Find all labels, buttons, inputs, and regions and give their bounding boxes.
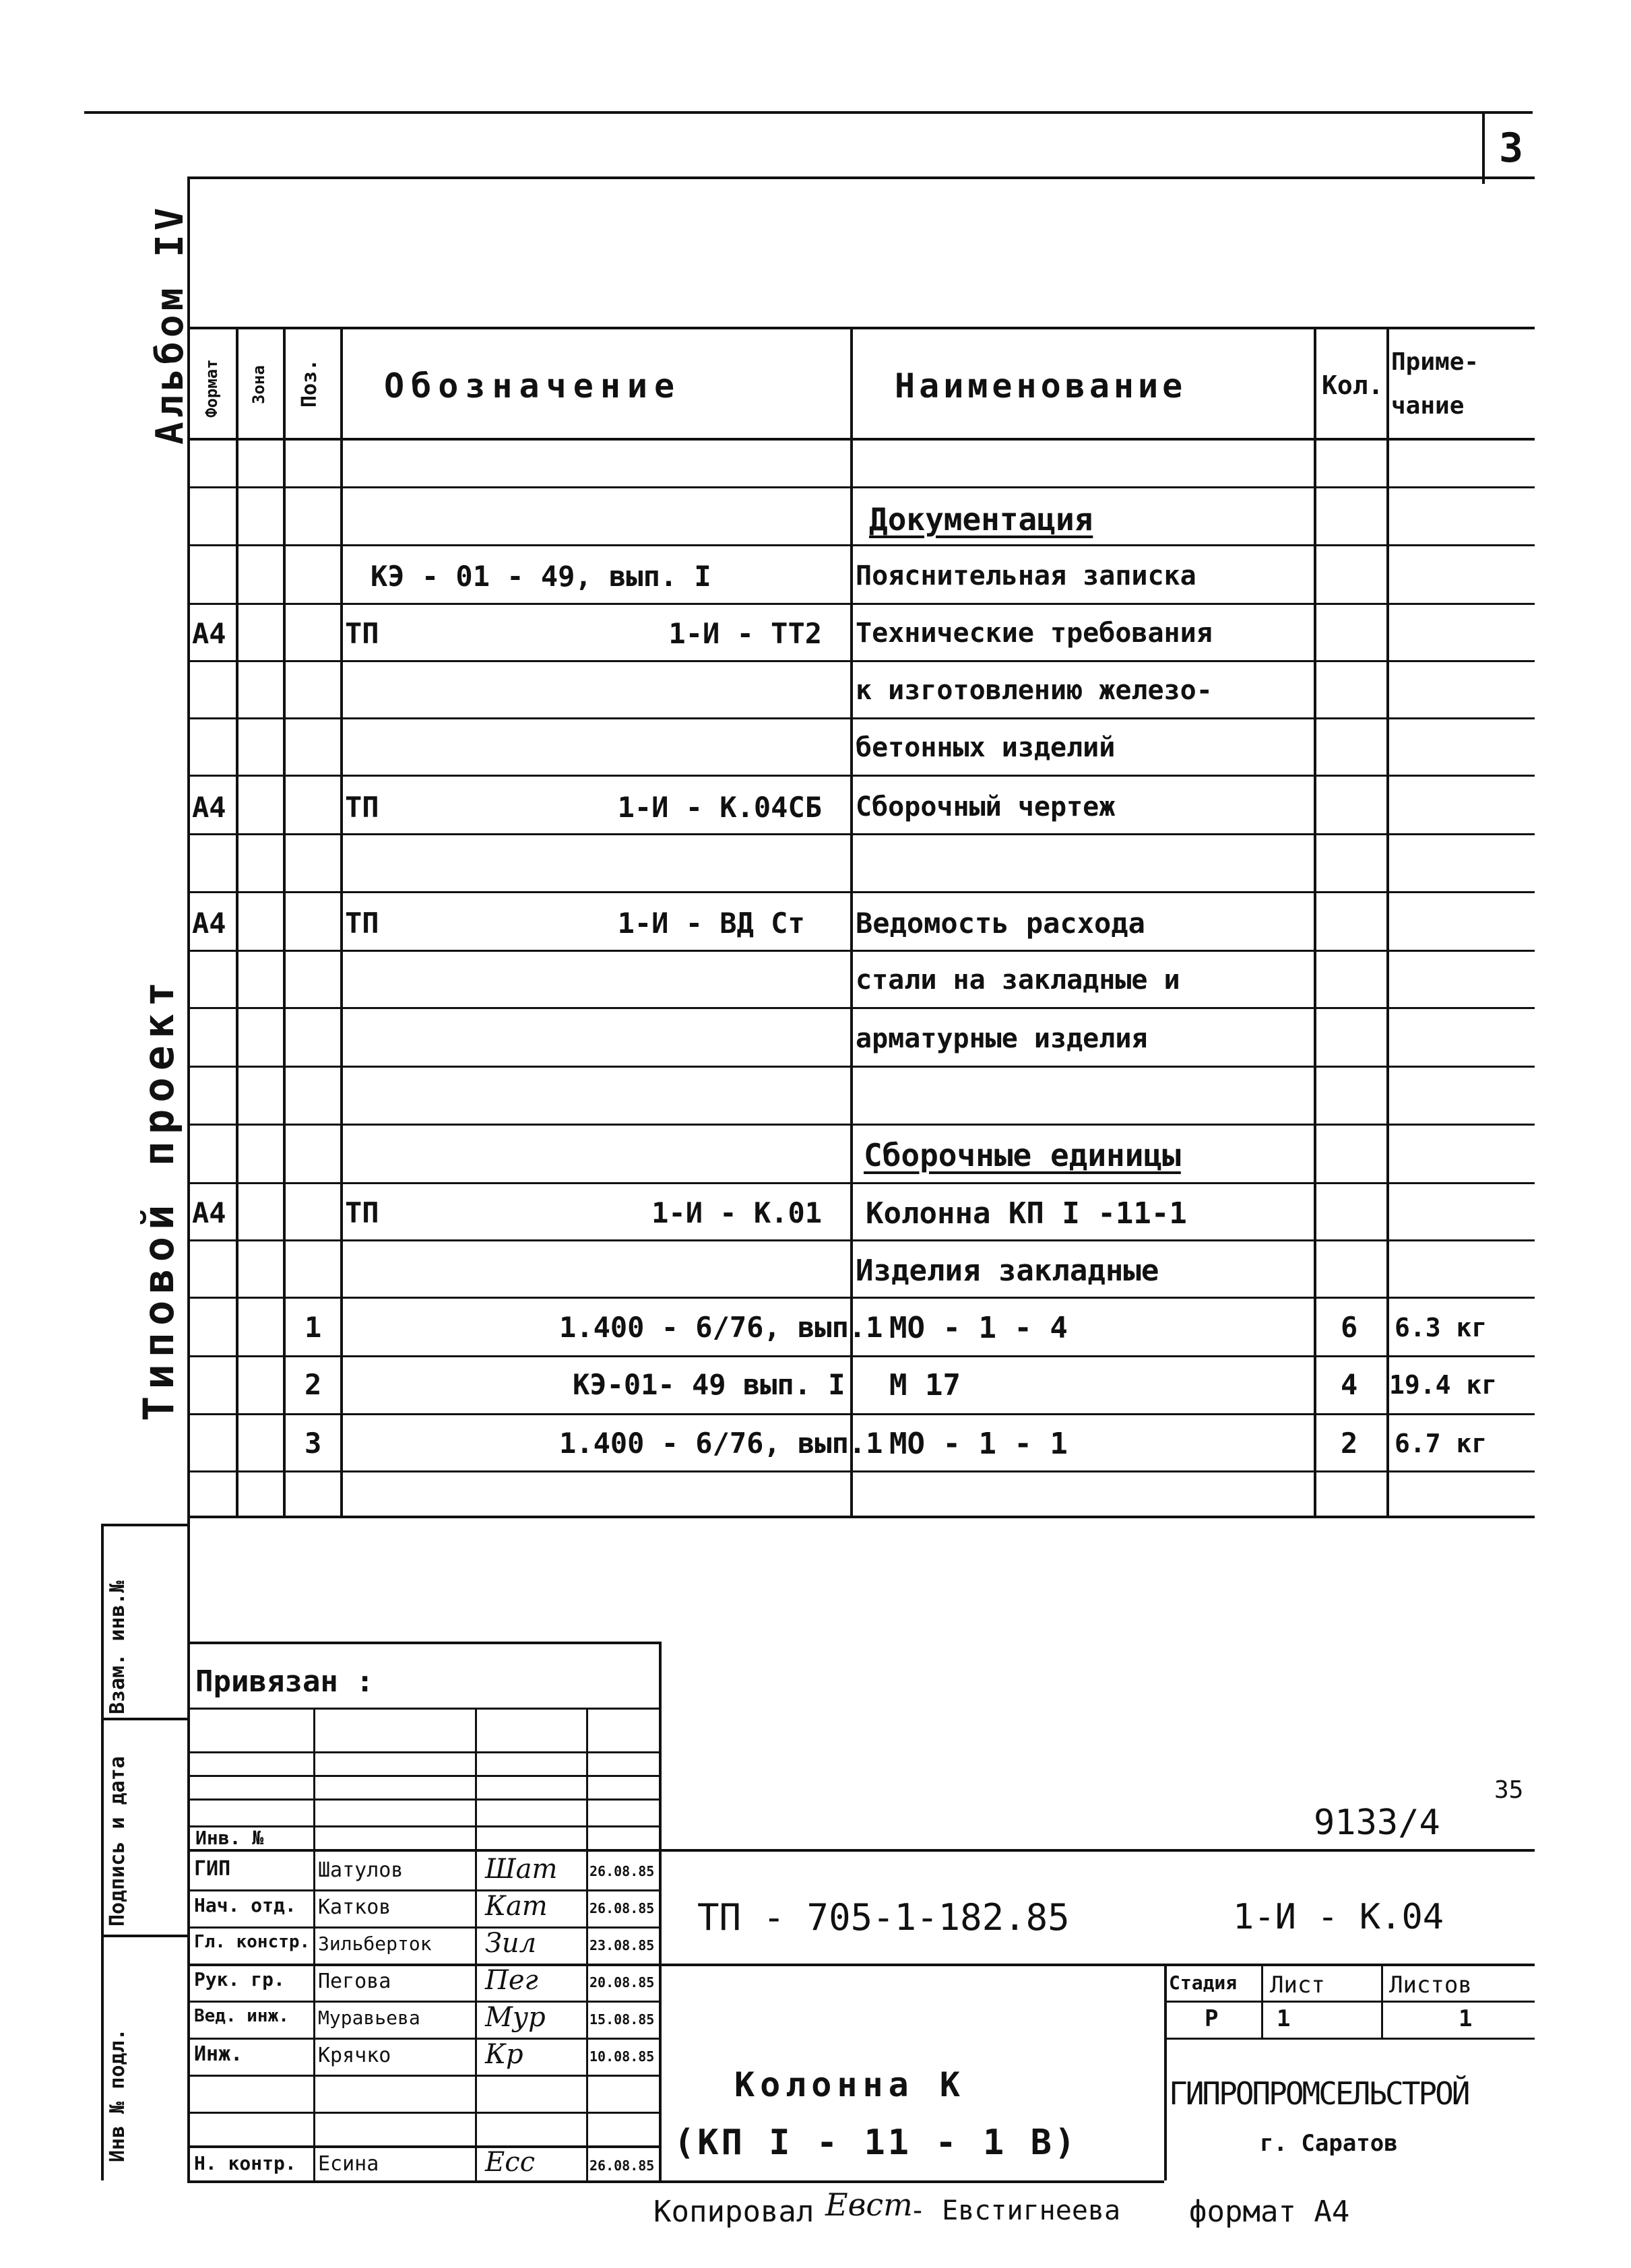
table-row: Сборочный чертеж xyxy=(856,791,1116,822)
table-row-pos: 3 xyxy=(305,1427,322,1460)
table-row-format: А4 xyxy=(192,791,226,824)
organization-city: г. Саратов xyxy=(1260,2130,1398,2157)
archive-number: 9133/4 xyxy=(1314,1803,1440,1843)
stamp-line xyxy=(187,1708,659,1710)
table-row-format: А4 xyxy=(192,907,226,940)
table-row: Колонна КП I -11-1 xyxy=(866,1196,1187,1231)
stamp-col-name-sign xyxy=(475,1708,477,2180)
table-row: ТП 1-И - ТТ2 xyxy=(345,617,823,650)
table-row: КЭ-01- 49 вып. I xyxy=(573,1368,845,1401)
stamp-stage-line-2 xyxy=(1164,2038,1535,2040)
table-row: бетонных изделий xyxy=(856,732,1116,763)
table-row: КЭ - 01 - 49, вып. I xyxy=(371,560,711,593)
stamp-privyazan-right xyxy=(659,1642,662,2180)
sheets-label: Листов xyxy=(1389,1972,1472,1999)
section-documentation: Документация xyxy=(869,501,1093,538)
table-row: Технические требования xyxy=(856,618,1213,649)
person-name: Зильберток xyxy=(318,1933,432,1955)
person-role: Гл. констр. xyxy=(194,1932,311,1952)
header-name: Наименование xyxy=(895,366,1187,406)
col-qty-note xyxy=(1386,327,1389,1516)
table-row-note: 19.4 кг xyxy=(1389,1370,1498,1400)
person-role: Нач. отд. xyxy=(194,1894,296,1916)
album-label: Альбом IV xyxy=(148,203,192,445)
field-inv-vzam: Взам. инв.№ xyxy=(106,1580,129,1714)
margin-strip-div-2 xyxy=(101,1935,189,1937)
header-bottom xyxy=(187,438,1535,441)
person-signature: Пег xyxy=(485,1965,538,1996)
page-number-box xyxy=(1482,111,1485,184)
person-role: Инж. xyxy=(194,2042,243,2066)
header-pos: Поз. xyxy=(298,358,321,408)
header-designation: Обозначение xyxy=(384,366,682,406)
table-row-qty: 6 xyxy=(1341,1311,1358,1344)
table-row: стали на закладные и xyxy=(856,965,1180,996)
person-date: 26.08.85 xyxy=(589,2158,655,2174)
copied-by-name: - Евстигнеева xyxy=(909,2195,1121,2226)
header-note-1: Приме- xyxy=(1391,348,1479,376)
table-row: МО - 1 - 4 xyxy=(889,1311,1068,1345)
margin-strip-div-1 xyxy=(101,1718,189,1720)
header-top xyxy=(187,327,1535,329)
person-date: 10.08.85 xyxy=(589,2048,655,2065)
table-row-note: 6.3 кг xyxy=(1395,1313,1488,1342)
table-row: Пояснительная записка xyxy=(856,560,1196,591)
section-assembly-units: Сборочные единицы xyxy=(864,1137,1181,1173)
document-code: ТП - 705-1-182.85 xyxy=(697,1896,1070,1939)
table-row-format: А4 xyxy=(192,1196,226,1229)
stamp-col-org xyxy=(1164,1964,1167,2180)
sheet-value: 1 xyxy=(1277,2005,1291,2032)
person-name: Крячко xyxy=(318,2044,391,2067)
person-date: 20.08.85 xyxy=(589,1974,655,1990)
table-row-pos: 2 xyxy=(305,1368,322,1401)
margin-strip-left xyxy=(101,1524,104,2180)
header-format: Формат xyxy=(202,359,221,418)
sheet-code: 1-И - К.04 xyxy=(1233,1897,1444,1937)
table-row: ТП 1-И - К.04СБ xyxy=(345,791,823,824)
table-top xyxy=(187,176,1535,179)
copied-by-signature: Евст xyxy=(825,2186,913,2223)
organization-name: ГИПРОПРОМСЕЛЬСТРОЙ xyxy=(1169,2075,1469,2112)
person-role: Рук. гр. xyxy=(194,1968,285,1990)
table-row: Изделия закладные xyxy=(856,1254,1159,1288)
person-name: Есина xyxy=(318,2152,379,2176)
table-row: М 17 xyxy=(889,1368,961,1402)
table-row-note: 6.7 кг xyxy=(1395,1429,1488,1458)
person-signature: Кат xyxy=(485,1891,548,1922)
person-role: ГИП xyxy=(194,1857,231,1881)
top-rule xyxy=(84,111,1533,114)
drawing-title-line-2: (КП I - 11 - 1 В) xyxy=(674,2123,1079,2163)
person-name: Пегова xyxy=(318,1970,391,1993)
person-role: Н. контр. xyxy=(194,2152,296,2174)
col-format-zone xyxy=(236,327,238,1516)
table-row: арматурные изделия xyxy=(856,1023,1148,1054)
inv-no-label: Инв. № xyxy=(195,1827,264,1849)
stamp-stage-line xyxy=(1164,2001,1535,2003)
stamp-col-role-name xyxy=(313,1708,315,2180)
person-signature: Шат xyxy=(485,1854,558,1885)
table-row-qty: 2 xyxy=(1341,1427,1358,1460)
table-row-pos: 1 xyxy=(305,1311,322,1344)
field-inv-podl: Инв № подл. xyxy=(106,2028,129,2162)
copied-by-label: Копировал xyxy=(653,2195,814,2229)
drawing-title-line-1: Колонна К xyxy=(734,2065,965,2104)
table-row: к изготовлению железо- xyxy=(856,675,1213,706)
stage-label: Стадия xyxy=(1169,1972,1238,1994)
stamp-line xyxy=(187,1751,659,1753)
field-sign-date: Подпись и дата xyxy=(106,1756,129,1926)
frame-left xyxy=(187,176,190,2180)
stage-value: Р xyxy=(1205,2005,1219,2032)
project-label: Типовой проект xyxy=(134,975,183,1421)
stamp-col-sign-date xyxy=(586,1708,588,2180)
person-signature: Мур xyxy=(485,2002,546,2033)
person-date: 26.08.85 xyxy=(589,1900,655,1916)
col-zone-pos xyxy=(283,327,286,1516)
person-signature: Кр xyxy=(485,2039,523,2070)
page-number: 3 xyxy=(1499,125,1524,172)
person-role: Вед. инж. xyxy=(194,2006,289,2026)
table-row-qty: 4 xyxy=(1341,1368,1358,1401)
person-name: Муравьева xyxy=(318,2007,420,2029)
table-row: 1.400 - 6/76, вып.1 xyxy=(559,1311,883,1344)
header-qty: Кол. xyxy=(1322,370,1384,400)
person-name: Катков xyxy=(318,1896,391,1919)
header-zone: Зона xyxy=(249,365,268,404)
person-date: 15.08.85 xyxy=(589,2011,655,2028)
person-signature: Есс xyxy=(485,2147,536,2178)
table-row-format: А4 xyxy=(192,617,226,650)
sheets-value: 1 xyxy=(1459,2005,1473,2032)
person-date: 26.08.85 xyxy=(589,1863,655,1879)
table-row: ТП 1-И - К.01 xyxy=(345,1196,823,1229)
header-note-2: чание xyxy=(1391,392,1465,420)
table-row: Ведомость расхода xyxy=(856,907,1145,940)
table-row: МО - 1 - 1 xyxy=(889,1427,1068,1461)
format-label: формат А4 xyxy=(1189,2195,1350,2229)
person-signature: Зил xyxy=(485,1928,537,1959)
margin-strip-top xyxy=(101,1524,189,1526)
stamp-line xyxy=(187,1849,1535,1852)
col-name-qty xyxy=(1314,327,1316,1516)
stamp-line xyxy=(187,1799,659,1801)
col-pos-designation xyxy=(340,327,343,1516)
stamp-top-left xyxy=(187,1642,659,1644)
sheet-label: Лист xyxy=(1270,1972,1325,1999)
stamp-line xyxy=(187,1775,659,1777)
table-row: ТП 1-И - ВД Ст xyxy=(345,907,805,940)
archive-sheet: 35 xyxy=(1494,1776,1524,1804)
person-date: 23.08.85 xyxy=(589,1937,655,1953)
person-name: Шатулов xyxy=(318,1858,404,1882)
table-row: 1.400 - 6/76, вып.1 xyxy=(559,1427,883,1460)
privyazan-label: Привязан : xyxy=(195,1664,374,1699)
